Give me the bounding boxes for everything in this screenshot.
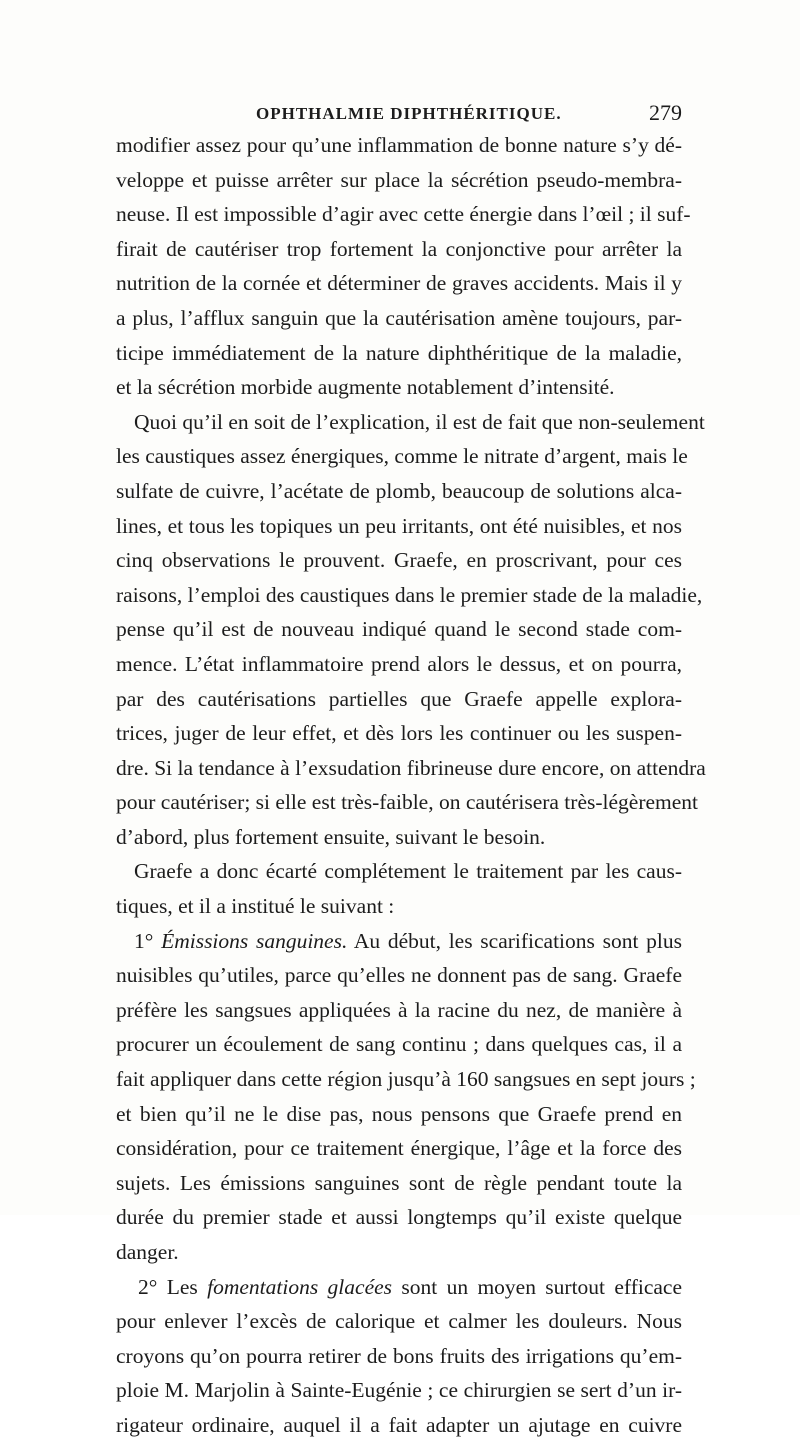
item-prefix: Les	[166, 1274, 198, 1299]
text-line: ploie M. Marjolin à Sainte-Eugénie ; ce chirurgien se sert d’un ir-	[116, 1378, 682, 1403]
item-text: sont un moyen surtout efficace	[401, 1274, 683, 1299]
text-line: durée du premier stade et aussi longtemps qu’il existe quelque	[116, 1205, 682, 1230]
text-line: raisons, l’emploi des caustiques dans le premier stade de la maladie,	[116, 582, 703, 607]
text-line: mence. L’état inflammatoire prend alors le dessus, et on pourra,	[116, 651, 682, 676]
text-line: neuse. Il est impossible d’agir avec cette énergie dans l’œil ; il suf-	[116, 202, 691, 227]
text-line: pour enlever l’excès de calorique et calmer les douleurs. Nous	[116, 1309, 682, 1334]
text-line: veloppe et puisse arrêter sur place la sécrétion pseudo-membra-	[116, 167, 682, 192]
text-line: trices, juger de leur effet, et dès lors les continuer ou les suspen-	[116, 721, 682, 746]
numbered-item-heading	[116, 1270, 682, 1305]
text-line: Quoi qu’il en soit de l’explication, il est de fait que non-seulement	[134, 409, 705, 434]
text-line: pour cautériser; si elle est très-faible, on cautérisera très-légèrement	[116, 790, 699, 815]
text-line: dre. Si la tendance à l’exsudation fibrineuse dure encore, on attendra	[116, 755, 706, 780]
text-line: par des cautérisations partielles que Graefe appelle explora-	[116, 686, 682, 711]
text-line: d’abord, plus fortement ensuite, suivant le besoin.	[116, 824, 546, 849]
text-line: cinq observations le prouvent. Graefe, en proscrivant, pour ces	[116, 548, 682, 573]
text-line: firait de cautériser trop fortement la conjonctive pour arrêter la	[116, 236, 682, 261]
text-line: procurer un écoulement de sang continu ; dans quelques cas, il a	[116, 1032, 682, 1057]
text-line: pense qu’il est de nouveau indiqué quand le second stade com-	[116, 617, 682, 642]
page-number: 279	[649, 100, 682, 125]
text-line: ticipe immédiatement de la nature diphthéritique de la maladie,	[116, 340, 682, 365]
item-title: Émissions sanguines.	[161, 928, 348, 953]
text-line: considération, pour ce traitement énergique, l’âge et la force des	[116, 1136, 682, 1161]
text-line: modifier assez pour qu’une inflammation de bonne nature s’y dé-	[116, 133, 682, 157]
text-line: Graefe a donc écarté complétement le traitement par les caus-	[134, 859, 682, 884]
text-line: et la sécrétion morbide augmente notablement d’intensité.	[116, 375, 615, 400]
text-line: tiques, et il a institué le suivant :	[116, 894, 395, 919]
text-line: danger.	[116, 1240, 179, 1264]
numbered-item-heading	[116, 924, 682, 959]
text-line: nuisibles qu’utiles, parce qu’elles ne donnent pas de sang. Graefe	[116, 963, 682, 988]
text-line: a plus, l’afflux sanguin que la cautérisation amène toujours, par-	[116, 305, 682, 330]
item-number: 1°	[134, 928, 154, 953]
text-line: les caustiques assez énergiques, comme le nitrate d’argent, mais le	[116, 444, 688, 469]
text-line: lines, et tous les topiques un peu irritants, ont été nuisibles, et nos	[116, 513, 682, 538]
text-line: sulfate de cuivre, l’acétate de plomb, beaucoup de solutions alca-	[116, 478, 682, 503]
item-title: fomentations glacées	[207, 1274, 393, 1299]
page-header	[116, 98, 682, 128]
text-line: fait appliquer dans cette région jusqu’à 160 sangsues en sept jours ;	[116, 1067, 696, 1092]
text-line: rigateur ordinaire, auquel il a fait adapter un ajutage en cuivre	[116, 1412, 682, 1437]
text-line: préfère les sangsues appliquées à la racine du nez, de manière à	[116, 997, 682, 1022]
item-number: 2°	[138, 1274, 158, 1299]
item-text: Au début, les scarifications sont plus	[353, 928, 682, 953]
running-title: OPHTHALMIE DIPHTHÉRITIQUE.	[256, 104, 562, 123]
text-line: nutrition de la cornée et déterminer de graves accidents. Mais il y	[116, 271, 682, 296]
text-line: et bien qu’il ne le dise pas, nous pensons que Graefe prend en	[116, 1101, 682, 1126]
text-line: sujets. Les émissions sanguines sont de règle pendant toute la	[116, 1170, 682, 1195]
text-line: croyons qu’on pourra retirer de bons fruits des irrigations qu’em-	[116, 1343, 682, 1368]
body-text	[116, 128, 706, 1443]
